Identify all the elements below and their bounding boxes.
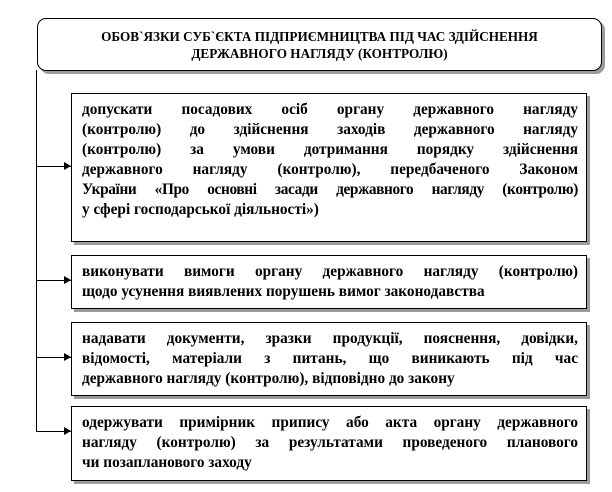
arrow-right-icon (64, 162, 71, 170)
duty-3-line-1: надавати документи, зразки продукції, пояснення, довідки, (82, 330, 578, 347)
duty-1-line-3: (контролю) за умови дотримання порядку здійснення (82, 141, 578, 158)
duty-1-line-2: (контролю) до здійснення заходів державного нагляду (82, 121, 578, 138)
header-title-line-2: ДЕРЖАВНОГО НАГЛЯДУ (КОНТРОЛЮ) (191, 46, 448, 61)
duty-4-line-3: чи позапланового заходу (82, 454, 252, 471)
duty-box-4 (71, 406, 587, 481)
duty-3-line-3: державного нагляду (контролю), відповідно до закону (82, 370, 455, 387)
arrow-right-icon (64, 427, 71, 435)
duty-2-line-1: виконувати вимоги органу державного нагляду (контролю) (82, 263, 578, 280)
arrow-right-icon (64, 276, 71, 284)
duty-box-1 (71, 93, 587, 242)
duty-1-line-6: у сфері господарської діяльності») (82, 201, 319, 218)
arrow-right-icon (64, 353, 71, 361)
duty-box-2 (71, 255, 587, 309)
duty-1-line-4: державного нагляду (контролю), передбаченого Законом (82, 161, 578, 178)
duty-4-line-1: одержувати примірник припису або акта органу державного (82, 414, 578, 431)
duty-4-line-2: нагляду (контролю) за результатами проведеного планового (82, 434, 578, 451)
header-title-line-1: ОБОВ`ЯЗКИ СУБ`ЄКТА ПІДПРИЄМНИЦТВА ПІД ЧАС ЗДІЙСНЕННЯ (101, 29, 538, 44)
duty-2-line-2: щодо усунення виявлених порушень вимог законодавства (82, 283, 485, 300)
duty-box-3 (71, 322, 587, 396)
duty-1-line-1: допускати посадових осіб органу державного нагляду (82, 101, 578, 118)
header-box (37, 18, 602, 71)
duty-1-line-5: України «Про основні засади державного нагляду (контролю) (82, 181, 578, 198)
duty-3-line-2: відомості, матеріали з питань, що виникають під час (82, 350, 578, 367)
connector-trunk (36, 70, 37, 432)
